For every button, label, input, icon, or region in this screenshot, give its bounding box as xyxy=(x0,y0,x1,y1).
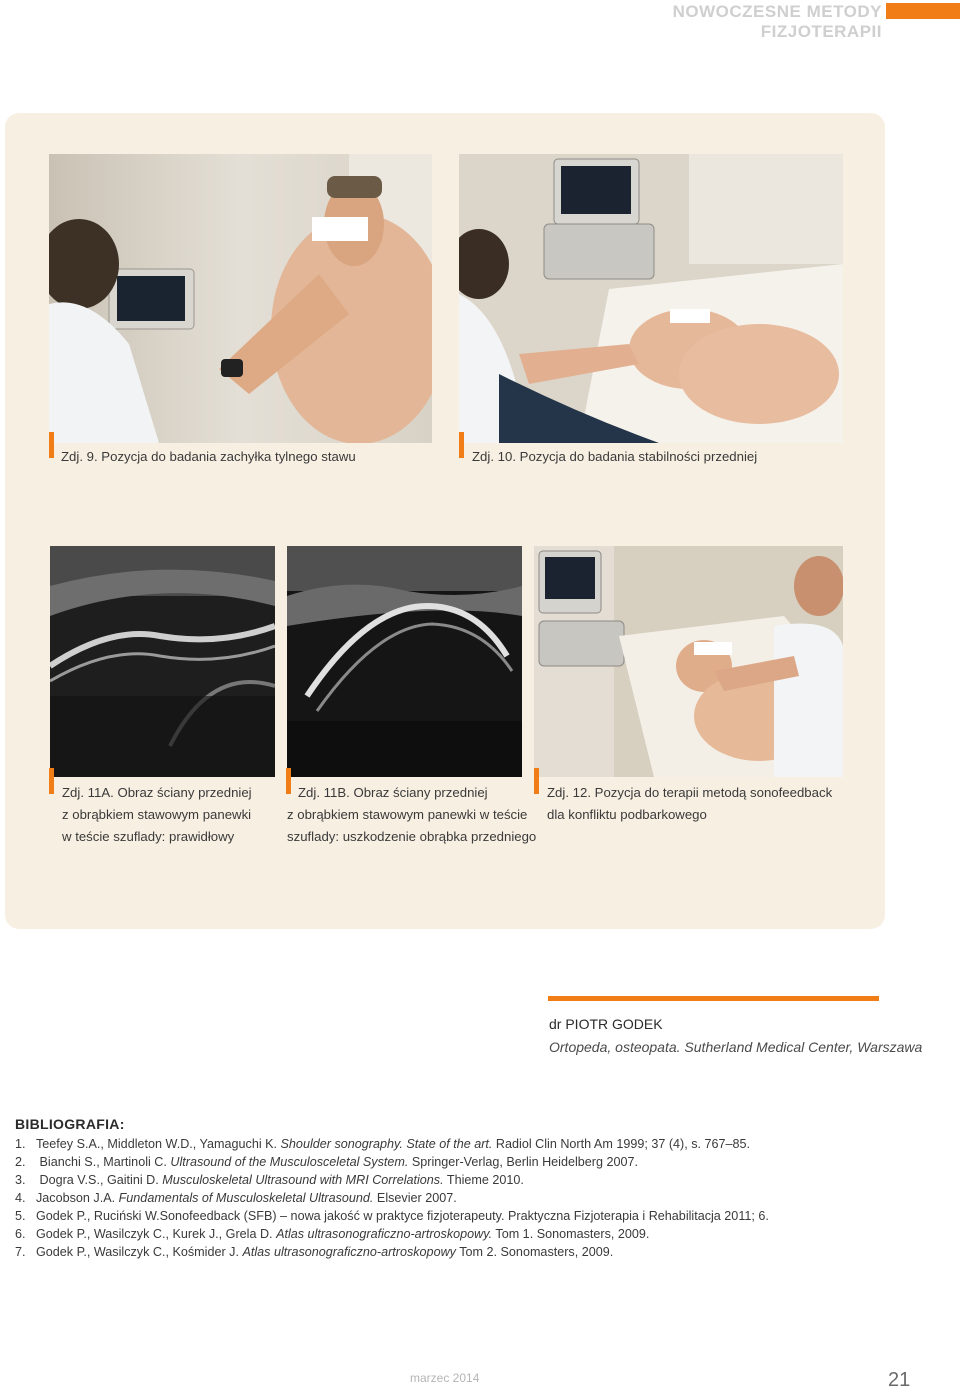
reference-title: Atlas ultrasonograficzno-artroskopowy xyxy=(242,1245,456,1259)
reference-item xyxy=(15,1153,915,1171)
caption-line: Zdj. 10. Pozycja do badania stabilności przedniej xyxy=(472,449,758,464)
reference-source: Thieme 2010. xyxy=(443,1173,524,1187)
caption-fig10 xyxy=(472,446,757,468)
reference-item xyxy=(15,1171,915,1189)
caption-marker-fig10 xyxy=(459,432,464,458)
reference-source: Radiol Clin North Am 1999; 37 (4), s. 767–85. xyxy=(492,1137,751,1151)
reference-number: 5. xyxy=(15,1209,26,1223)
caption-line: Zdj. 9. Pozycja do badania zachyłka tylnego stawu xyxy=(61,449,356,464)
caption-line: z obrąbkiem stawowym panewki w teście xyxy=(287,807,528,822)
face-redaction-fig12 xyxy=(694,642,732,655)
caption-fig11a xyxy=(62,782,252,848)
ultrasound-fig11a xyxy=(50,546,275,777)
caption-line: Zdj. 11A. Obraz ściany przedniej xyxy=(62,785,252,800)
reference-text: Godek P., Wasilczyk C., Kośmider J. xyxy=(36,1245,243,1259)
face-redaction-fig9 xyxy=(312,217,368,241)
reference-number: 3. xyxy=(15,1173,26,1187)
caption-marker-fig12 xyxy=(534,768,539,794)
caption-line: Zdj. 12. Pozycja do terapii metodą sonofeedback xyxy=(547,785,833,800)
caption-fig11b xyxy=(287,782,536,848)
header-accent-bar xyxy=(886,3,960,19)
reference-text: Godek P., Ruciński W.Sonofeedback (SFB) – nowa jakość w praktyce fizjoterapeuty. Praktyczna Fizjoterapia i Rehabilitacja 2011; 6. xyxy=(36,1209,769,1223)
caption-line: w teście szuflady: prawidłowy xyxy=(62,829,235,844)
bibliography-list xyxy=(15,1135,915,1261)
reference-source: Springer-Verlag, Berlin Heidelberg 2007. xyxy=(408,1155,639,1169)
reference-text: Bianchi S., Martinoli C. xyxy=(36,1155,171,1169)
reference-item xyxy=(15,1243,915,1261)
photo-fig12 xyxy=(534,546,843,777)
author-name: dr PIOTR GODEK xyxy=(549,1016,663,1032)
reference-number: 1. xyxy=(15,1137,26,1151)
reference-number: 6. xyxy=(15,1227,26,1241)
caption-fig9 xyxy=(61,446,356,468)
reference-item xyxy=(15,1225,915,1243)
reference-item xyxy=(15,1189,915,1207)
reference-source: Elsevier 2007. xyxy=(373,1191,457,1205)
reference-title: Fundamentals of Musculoskeletal Ultrasound. xyxy=(118,1191,374,1205)
ultrasound-fig11b xyxy=(287,546,522,777)
author-affiliation: Ortopeda, osteopata. Sutherland Medical Center, Warszawa xyxy=(549,1039,923,1055)
caption-marker-fig11a xyxy=(49,768,54,794)
reference-text: Jacobson J.A. xyxy=(36,1191,119,1205)
reference-source: Tom 2. Sonomasters, 2009. xyxy=(455,1245,614,1259)
running-header-title: NOWOCZESNE METODY FIZJOTERAPII xyxy=(672,2,882,41)
reference-title: Ultrasound of the Musculosceletal System. xyxy=(170,1155,409,1169)
reference-item xyxy=(15,1135,915,1153)
page-number: 21 xyxy=(888,1369,911,1391)
reference-number: 2. xyxy=(15,1155,26,1169)
caption-line: z obrąbkiem stawowym panewki xyxy=(62,807,252,822)
reference-text: Teefey S.A., Middleton W.D., Yamaguchi K. xyxy=(36,1137,281,1151)
reference-title: Shoulder sonography. State of the art. xyxy=(280,1137,493,1151)
reference-text: Godek P., Wasilczyk C., Kurek J., Grela D. xyxy=(36,1227,277,1241)
photo-fig10 xyxy=(459,154,843,443)
caption-line: dla konfliktu podbarkowego xyxy=(547,807,707,822)
caption-line: Zdj. 11B. Obraz ściany przedniej xyxy=(298,785,488,800)
reference-title: Atlas ultrasonograficzno-artroskopowy. xyxy=(276,1227,493,1241)
caption-marker-fig9 xyxy=(49,432,54,458)
author-accent-bar xyxy=(548,996,879,1001)
bibliography-title: BIBLIOGRAFIA: xyxy=(15,1116,125,1132)
reference-number: 4. xyxy=(15,1191,26,1205)
face-redaction-fig10 xyxy=(670,309,710,323)
reference-title: Musculoskeletal Ultrasound with MRI Correlations. xyxy=(162,1173,444,1187)
reference-item xyxy=(15,1207,915,1225)
reference-text: Dogra V.S., Gaitini D. xyxy=(36,1173,163,1187)
caption-line: szuflady: uszkodzenie obrąbka przedniego xyxy=(287,829,537,844)
photo-fig9 xyxy=(49,154,432,443)
footer-issue-date: marzec 2014 xyxy=(410,1371,480,1385)
caption-fig12 xyxy=(547,782,832,826)
reference-number: 7. xyxy=(15,1245,26,1259)
reference-source: Tom 1. Sonomasters, 2009. xyxy=(492,1227,650,1241)
